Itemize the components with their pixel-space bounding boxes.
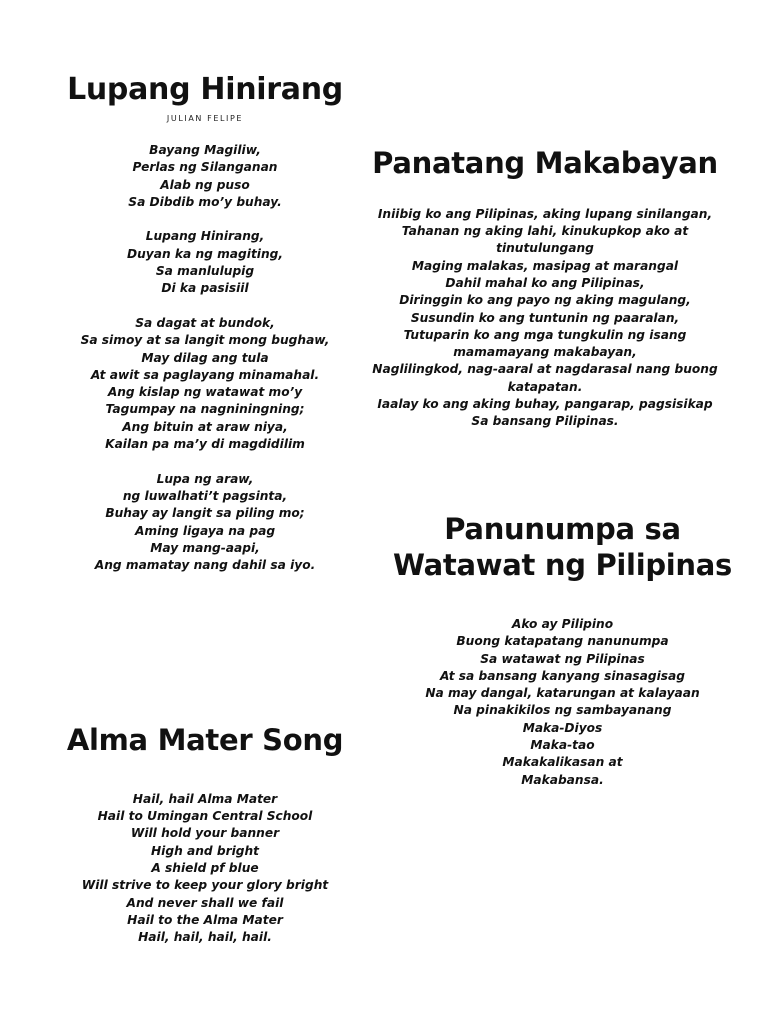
panatang-makabayan-text	[360, 206, 730, 431]
lupang-hinirang-stanza-1	[60, 142, 350, 211]
lupang-hinirang-composer: JULIAN FELIPE	[166, 114, 244, 123]
lupang-hinirang-title: Lupang Hinirang	[67, 72, 343, 107]
verse-line: Ako ay Pilipino	[511, 617, 614, 631]
verse-line: And never shall we fail	[126, 895, 284, 910]
verse-line: Na may dangal, katarungan at kalayaan	[425, 686, 700, 701]
verse-line: Diringgin ko ang payo ng aking magulang,	[399, 293, 691, 308]
verse-line: Hail to the Alma Mater	[127, 912, 283, 927]
verse-line: May mang-aapi,	[150, 540, 260, 555]
verse-line: Will strive to keep your glory bright	[81, 878, 329, 893]
verse-line: High and bright	[150, 843, 260, 858]
verse-line: Lupang Hinirang,	[145, 229, 265, 244]
verse-line: Na pinakikilos ng sambayanang	[453, 703, 672, 718]
verse-line: Tutuparin ko ang mga tungkulin ng isang	[403, 327, 687, 342]
verse-line: Makabansa.	[521, 772, 604, 787]
verse-line: Susundin ko ang tuntunin ng paaralan,	[410, 310, 680, 325]
verse-line: Sa bansang Pilipinas.	[471, 414, 619, 429]
verse-line: Kailan pa ma’y di magdidilim	[105, 437, 305, 452]
verse-line: Iniibig ko ang Pilipinas, aking lupang sinilangan,	[377, 206, 713, 221]
panatang-makabayan-title: Panatang Makabayan	[372, 146, 718, 180]
verse-line: Duyan ka ng magiting,	[127, 246, 283, 261]
verse-line: Sa manlulupig	[155, 264, 255, 279]
verse-line: Aming ligaya na pag	[134, 523, 276, 538]
verse-line: tinutulungang	[496, 241, 594, 256]
verse-line: Lupa ng araw,	[156, 471, 254, 486]
verse-line: Makakalikasan at	[502, 755, 623, 770]
verse-line: Hail, hail, hail, hail.	[138, 930, 272, 945]
verse-line: Di ka pasisiil	[161, 281, 249, 296]
verse-line: Perlas ng Silanganan	[132, 160, 278, 175]
verse-line: At awit sa paglayang minamahal.	[90, 367, 320, 382]
verse-line: Ang bituin at araw niya,	[122, 419, 288, 434]
verse-line: At sa bansang kanyang sinasagisag	[439, 668, 686, 683]
lupang-hinirang-stanza-2	[60, 228, 350, 297]
panunumpa-title-line-1: Panunumpa sa	[444, 512, 681, 546]
verse-line: May dilag ang tula	[141, 350, 269, 365]
verse-line: Will hold your banner	[130, 826, 280, 841]
verse-line: Buhay ay langit sa piling mo;	[105, 506, 305, 521]
panunumpa-title-line-2: Watawat ng Pilipinas	[392, 548, 733, 582]
verse-line: Ang mamatay nang dahil sa iyo.	[94, 558, 316, 573]
lupang-hinirang-stanza-4	[60, 471, 350, 575]
verse-line: Bayang Magiliw,	[149, 143, 261, 157]
panunumpa-title	[380, 511, 745, 583]
verse-line: Tagumpay na nagniningning;	[105, 402, 305, 417]
verse-line: Maka-Diyos	[522, 720, 603, 735]
verse-line: Alab ng puso	[160, 177, 250, 192]
verse-line: Sa Dibdib mo’y buhay.	[128, 194, 282, 209]
verse-line: ng luwalhati’t pagsinta,	[122, 488, 288, 503]
verse-line: Hail to Umingan Central School	[97, 809, 313, 824]
verse-line: katapatan.	[507, 379, 583, 394]
verse-line: Naglilingkod, nag-aaral at nagdarasal nang buong	[372, 362, 718, 377]
verse-line: A shield pf blue	[151, 860, 259, 875]
verse-line: Tahanan ng aking lahi, kinukupkop ako at	[401, 224, 689, 239]
verse-line: Dahil mahal ko ang Pilipinas,	[445, 275, 645, 290]
verse-line: Maging malakas, masipag at marangal	[411, 258, 679, 273]
alma-mater-text	[60, 791, 350, 947]
verse-line: Sa dagat at bundok,	[135, 315, 275, 330]
verse-line: Sa watawat ng Pilipinas	[480, 651, 645, 666]
lupang-hinirang-stanza-3	[60, 315, 350, 453]
alma-mater-title: Alma Mater Song	[66, 723, 344, 757]
verse-line: Sa simoy at sa langit mong bughaw,	[80, 333, 330, 348]
lupang-hinirang-section	[60, 72, 350, 574]
panunumpa-text	[380, 616, 745, 789]
verse-line: Buong katapatang nanunumpa	[456, 634, 669, 649]
verse-line: mamamayang makabayan,	[453, 345, 637, 360]
verse-line: Iaalay ko ang aking buhay, pangarap, pagsisikap	[377, 397, 713, 412]
verse-line: Ang kislap ng watawat mo’y	[107, 385, 303, 400]
verse-line: Maka-tao	[530, 738, 595, 753]
verse-line: Hail, hail Alma Mater	[132, 791, 278, 806]
panunumpa-section	[380, 511, 745, 789]
alma-mater-section	[60, 723, 350, 946]
panatang-makabayan-section	[360, 146, 730, 431]
